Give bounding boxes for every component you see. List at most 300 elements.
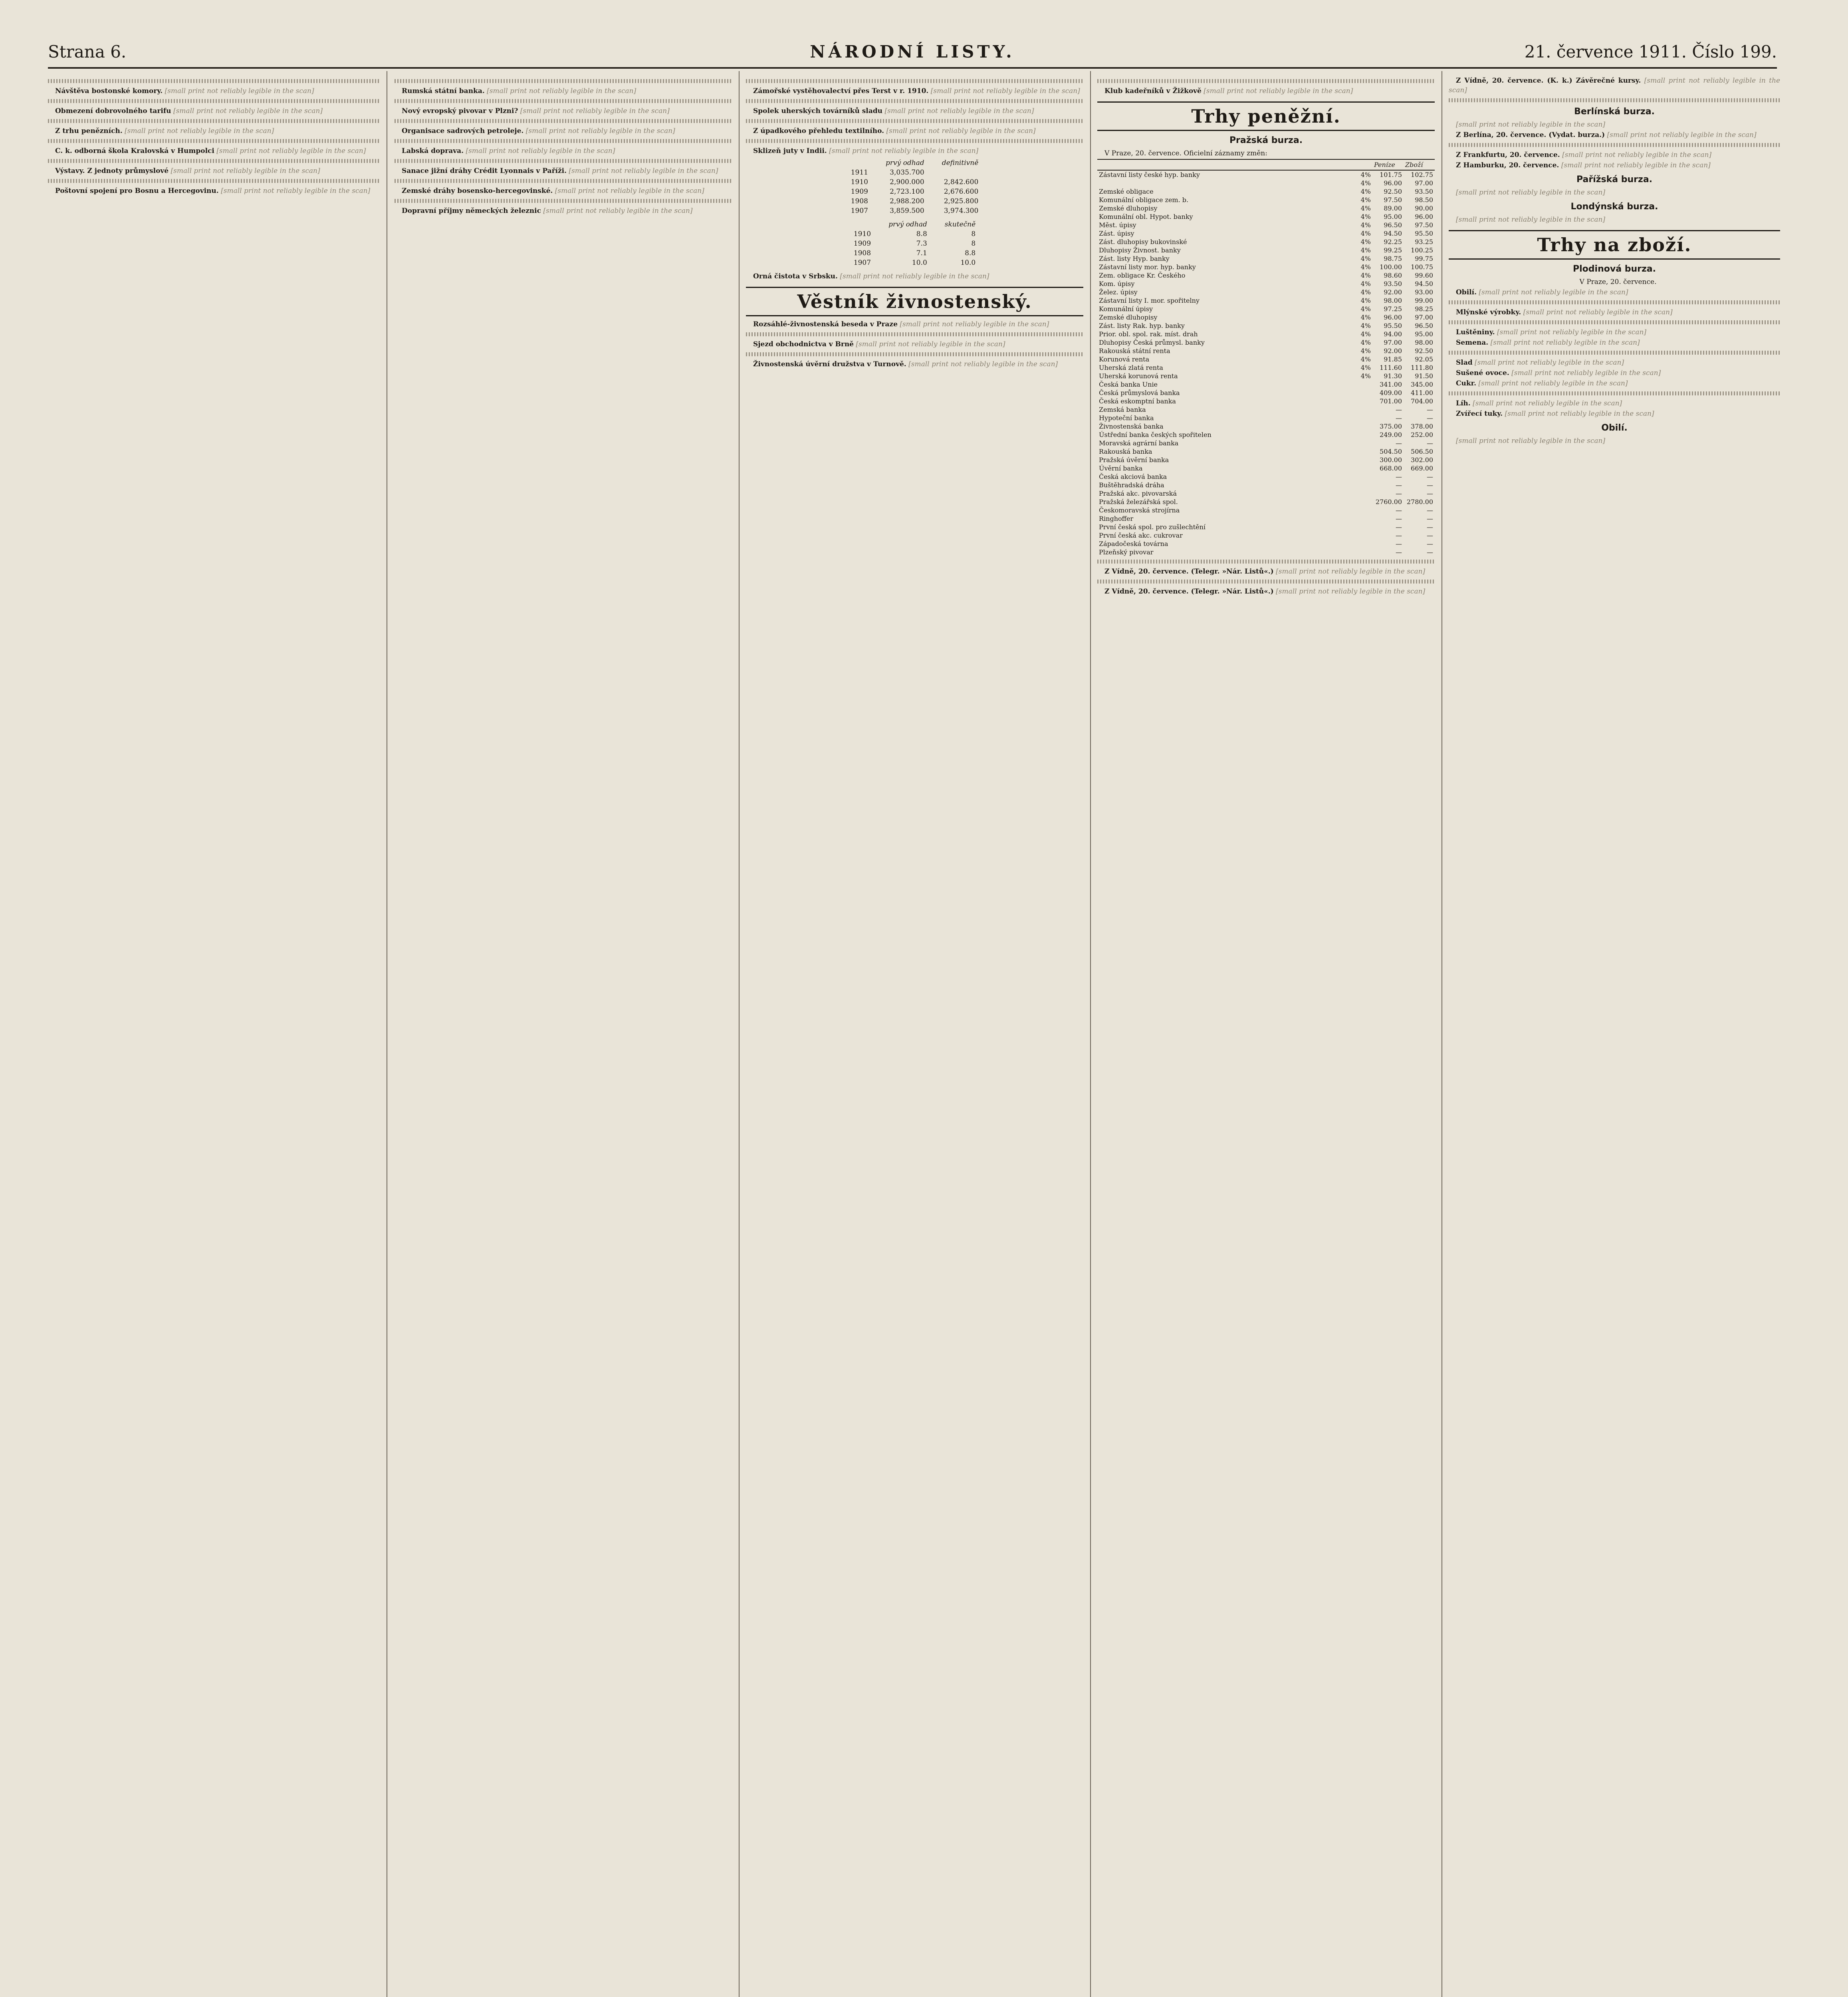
article <box>1449 328 1780 337</box>
table-cell: 2,842.600 <box>944 178 979 186</box>
table-cell: 2780.00 <box>1406 498 1433 506</box>
article-lead: Dopravní příjmy německých železnic <box>402 207 541 215</box>
table-cell: 95.00 <box>1415 330 1433 338</box>
article <box>48 126 379 136</box>
article <box>746 272 1083 281</box>
article <box>395 86 732 96</box>
table-cell: — <box>1427 532 1433 539</box>
table-cell: Ústřední banka českých spořitelen <box>1099 431 1212 439</box>
table-row <box>1097 322 1435 330</box>
article-lead: Z trhu penězních. <box>55 127 123 135</box>
article-lead: Obilí. <box>1456 288 1477 296</box>
table-row <box>1097 548 1435 556</box>
article <box>746 359 1083 369</box>
table-row <box>1097 498 1435 506</box>
table-cell: 3,859.500 <box>890 207 924 215</box>
table-cell: 93.00 <box>1415 288 1433 296</box>
article <box>395 186 732 196</box>
article <box>1449 215 1780 224</box>
table-row <box>1097 464 1435 472</box>
dateline: V Praze, 20. července. <box>1579 278 1657 286</box>
table-cell: 100.25 <box>1411 246 1433 254</box>
article-body: [small print not reliably legible in the scan] <box>1490 339 1640 347</box>
illegible-text-stub <box>1097 560 1435 564</box>
table-cell: 1910 <box>853 230 871 238</box>
illegible-text-stub <box>48 99 379 103</box>
table-cell <box>1348 389 1372 397</box>
table-row <box>1097 405 1435 414</box>
table-cell: Komunální obl. Hypot. banky <box>1099 213 1193 220</box>
table-row <box>1097 414 1435 422</box>
table-cell: 10.0 <box>912 259 927 267</box>
article-lead: Obmezení dobrovolného tarifu <box>55 107 171 115</box>
article-body: [small print not reliably legible in the scan] <box>829 147 979 155</box>
table-row <box>1097 204 1435 212</box>
article-body: [small print not reliably legible in the scan] <box>1505 410 1654 418</box>
article-lead: Luštěniny. <box>1456 328 1495 336</box>
table-row <box>1097 187 1435 196</box>
table-row <box>845 239 984 248</box>
table-row <box>842 177 987 187</box>
table-row <box>1097 447 1435 456</box>
table-cell: 92.05 <box>1415 355 1433 363</box>
table-cell: 4% <box>1360 314 1371 321</box>
dateline: V Praze, 20. července. Oficielní záznamy změn: <box>1104 149 1267 157</box>
table-cell: 8 <box>971 240 976 248</box>
article-body: [small print not reliably legible in the scan] <box>171 167 320 175</box>
table-cell: 701.00 <box>1380 397 1402 405</box>
table-cell: Česká akciová banka <box>1099 473 1167 480</box>
illegible-text-stub <box>746 79 1083 83</box>
table-row <box>1097 431 1435 439</box>
table-cell: Kom. úpisy <box>1099 280 1135 288</box>
jute-harvest-table <box>842 158 987 216</box>
table-cell: 99.60 <box>1415 272 1433 279</box>
table-cell: 93.50 <box>1384 280 1402 288</box>
column-4 <box>1097 76 1435 1997</box>
table-row <box>1097 531 1435 540</box>
table-cell: 2760.00 <box>1375 498 1402 506</box>
table-cell: — <box>1427 523 1433 531</box>
article-body: [small print not reliably legible in the scan] <box>525 127 675 135</box>
article <box>746 126 1083 136</box>
table-row <box>845 258 984 268</box>
article-body: [small print not reliably legible in the scan] <box>1276 588 1426 596</box>
article <box>1449 130 1780 140</box>
table-cell: 4% <box>1360 179 1371 187</box>
table-cell: Zem. obligace Kr. Českého <box>1099 272 1186 279</box>
article <box>746 146 1083 156</box>
table-cell: 94.50 <box>1384 230 1402 237</box>
table-cell: — <box>1427 473 1433 480</box>
table-cell: Želez. úpisy <box>1099 288 1138 296</box>
article-body: [small print not reliably legible in the scan] <box>466 147 615 155</box>
table-cell: 102.75 <box>1411 171 1433 179</box>
article-body: [small print not reliably legible in the scan] <box>1562 151 1712 159</box>
section-title-vestnik: Věstník živnostenský. <box>746 287 1083 316</box>
table-row <box>1097 263 1435 271</box>
article-body: [small print not reliably legible in the scan] <box>1478 379 1628 387</box>
table-cell: Zemská banka <box>1099 406 1146 413</box>
table-cell: — <box>1396 532 1402 539</box>
illegible-text-stub <box>1449 98 1780 102</box>
table-cell: Zástavní listy české hyp. banky <box>1099 171 1200 179</box>
article-body: [small print not reliably legible in the scan] <box>125 127 274 135</box>
table-row <box>1097 540 1435 548</box>
illegible-text-stub <box>746 99 1083 103</box>
article <box>395 126 732 136</box>
article <box>1097 86 1435 96</box>
illegible-text-stub <box>395 79 732 83</box>
table-cell: — <box>1427 506 1433 514</box>
table-cell: 92.50 <box>1415 347 1433 355</box>
table-cell: 506.50 <box>1411 448 1433 455</box>
table-cell: Moravská agrární banka <box>1099 439 1179 447</box>
table-cell: 1911 <box>851 169 868 177</box>
table-cell: Buštěhradská dráha <box>1099 481 1164 489</box>
illegible-text-stub <box>395 179 732 183</box>
article <box>395 166 732 176</box>
article-body: [small print not reliably legible in the scan] <box>221 187 371 195</box>
article-lead: Sklizeň juty v Indii. <box>753 147 827 155</box>
table-cell: Západočeská továrna <box>1099 540 1168 548</box>
table-row <box>1097 254 1435 263</box>
table-header-cell: prvý odhad <box>888 220 927 228</box>
table-cell: 4% <box>1360 230 1371 237</box>
table-header-cell: prvý odhad <box>885 159 924 167</box>
section-title-trhy-penezni: Trhy peněžní. <box>1097 101 1435 131</box>
table-cell: 97.25 <box>1384 305 1402 313</box>
table-cell: 4% <box>1360 221 1371 229</box>
table-cell: Komunální obligace zem. b. <box>1099 196 1189 204</box>
section-subtitle: Londýnská burza. <box>1570 202 1658 212</box>
illegible-text-stub <box>395 119 732 123</box>
jute-yield-table <box>845 220 984 268</box>
table-cell: 4% <box>1360 213 1371 220</box>
table-row <box>1097 363 1435 372</box>
table-cell <box>1348 464 1372 472</box>
article-lead: Zvířecí tuky. <box>1456 410 1503 418</box>
table-cell: — <box>1427 439 1433 447</box>
table-cell: 409.00 <box>1380 389 1402 397</box>
table-cell: Plzeňský pivovar <box>1099 548 1154 556</box>
table-cell: 4% <box>1360 171 1371 179</box>
table-cell: 411.00 <box>1411 389 1433 397</box>
article-body: [small print not reliably legible in the scan] <box>930 87 1080 95</box>
table-cell: 4% <box>1360 288 1371 296</box>
section-subtitle: Berlínská burza. <box>1574 107 1655 117</box>
table-cell <box>1348 422 1372 431</box>
table-cell <box>1097 179 1348 187</box>
table-cell: 97.50 <box>1415 221 1433 229</box>
illegible-text-stub <box>48 139 379 143</box>
column-3 <box>746 76 1083 1997</box>
table-row <box>1097 246 1435 254</box>
table-cell: 1908 <box>853 249 871 257</box>
table-cell: 91.50 <box>1415 372 1433 380</box>
table-cell: 98.75 <box>1384 255 1402 262</box>
table-row <box>1097 296 1435 305</box>
article-body: [small print not reliably legible in the scan] <box>856 340 1005 348</box>
illegible-text-stub <box>395 99 732 103</box>
table-cell: 96.00 <box>1384 179 1402 187</box>
article <box>746 320 1083 329</box>
table-cell: 97.00 <box>1415 314 1433 321</box>
article <box>1449 399 1780 408</box>
article <box>48 106 379 116</box>
table-cell: 4% <box>1360 272 1371 279</box>
article-lead: Orná čistota v Srbsku. <box>753 272 838 280</box>
table-header-cell: definitivně <box>942 159 979 167</box>
table-cell: 4% <box>1360 280 1371 288</box>
article <box>1449 76 1780 95</box>
table-row <box>1097 372 1435 380</box>
table-cell: Zást. úpisy <box>1099 230 1134 237</box>
illegible-text-stub <box>746 352 1083 356</box>
article <box>1097 587 1435 596</box>
table-cell: 111.80 <box>1411 364 1433 371</box>
table-cell: Hypoteční banka <box>1099 414 1154 422</box>
table-cell: 95.50 <box>1415 230 1433 237</box>
article-lead: Klub kadeřníků v Žižkově <box>1104 87 1202 95</box>
table-cell: 98.00 <box>1384 297 1402 304</box>
table-cell: 2,925.800 <box>944 197 979 205</box>
article-lead: Líh. <box>1456 399 1471 407</box>
article <box>1449 120 1780 129</box>
table-cell: Zást. dluhopisy bukovinské <box>1099 238 1187 246</box>
table-row <box>1097 229 1435 238</box>
article <box>395 206 732 216</box>
table-cell: 1909 <box>851 188 868 196</box>
article-lead: Rumská státní banka. <box>402 87 485 95</box>
article-body: [small print not reliably legible in the scan] <box>1276 568 1426 576</box>
article-lead: Mlýnské výrobky. <box>1456 308 1521 316</box>
table-cell: — <box>1396 540 1402 548</box>
section-title-trhy-zbozi: Trhy na zboží. <box>1449 230 1780 260</box>
article-body: [small print not reliably legible in the scan] <box>1475 359 1624 367</box>
exchange-table-body <box>1097 170 1435 556</box>
table-row <box>1097 422 1435 431</box>
table-cell: 94.50 <box>1415 280 1433 288</box>
table-cell: 97.50 <box>1384 196 1402 204</box>
table-cell: 4% <box>1360 204 1371 212</box>
table-cell: 2,988.200 <box>890 197 924 205</box>
table-cell: Zást. listy Rak. hyp. banky <box>1099 322 1185 330</box>
article-lead: Z Frankfurtu, 20. července. <box>1456 151 1560 159</box>
illegible-text-stub <box>746 119 1083 123</box>
table-cell: 1910 <box>851 178 868 186</box>
table-cell: 4% <box>1360 347 1371 355</box>
article <box>1449 368 1780 378</box>
illegible-text-stub <box>1449 143 1780 147</box>
table-row <box>1097 179 1435 187</box>
table-cell: Pražská akc. pivovarská <box>1099 490 1177 497</box>
article-lead: Výstavy. Z jednoty průmyslové <box>55 167 169 175</box>
table-cell: 4% <box>1360 196 1371 204</box>
table-cell: 98.60 <box>1384 272 1402 279</box>
table-cell: 704.00 <box>1411 397 1433 405</box>
table-row <box>1097 506 1435 514</box>
table-cell <box>1348 431 1372 439</box>
table-header-cell <box>1097 159 1348 170</box>
article <box>746 106 1083 116</box>
article <box>1097 567 1435 576</box>
table-cell: 90.00 <box>1415 204 1433 212</box>
table-cell: Rakouská banka <box>1099 448 1152 455</box>
article <box>48 86 379 96</box>
article <box>1449 338 1780 347</box>
table-cell: Zást. listy Hyp. banky <box>1099 255 1170 262</box>
column-rule <box>1090 71 1091 1997</box>
table-cell: 98.25 <box>1415 305 1433 313</box>
table-cell: 4% <box>1360 297 1371 304</box>
article-body: [small print not reliably legible in the scan] <box>216 147 366 155</box>
table-cell: 4% <box>1360 263 1371 271</box>
table-cell: Komunální úpisy <box>1099 305 1153 313</box>
table-row <box>842 197 987 206</box>
article-body: [small print not reliably legible in the scan] <box>900 320 1049 328</box>
table-cell: Zemské dluhopisy <box>1099 204 1158 212</box>
table-cell: 97.00 <box>1415 179 1433 187</box>
table-cell <box>1348 489 1372 498</box>
table-cell: 345.00 <box>1411 381 1433 388</box>
table-cell: Korunová renta <box>1099 355 1150 363</box>
table-cell: 96.00 <box>1384 314 1402 321</box>
article-lead: Spolek uherských továrníků sladu <box>753 107 883 115</box>
table-cell: První česká akc. cukrovar <box>1099 532 1183 539</box>
table-cell: 378.00 <box>1411 423 1433 430</box>
table-cell: Měst. úpisy <box>1099 221 1136 229</box>
table-cell <box>1348 405 1372 414</box>
table-row <box>1097 170 1435 179</box>
table-cell: Úvěrní banka <box>1099 465 1143 472</box>
article-lead: Z Vídně, 20. července. (K. k.) Závěrečné kursy. <box>1456 77 1641 85</box>
table-header-cell: skutečně <box>944 220 976 228</box>
article-lead: Z Hamburku, 20. července. <box>1456 161 1559 169</box>
article-body: [small print not reliably legible in the scan] <box>1456 216 1606 224</box>
table-header-cell <box>845 220 880 229</box>
table-cell: 252.00 <box>1411 431 1433 439</box>
article-body: [small print not reliably legible in the scan] <box>1456 189 1606 197</box>
table-cell: 91.85 <box>1384 355 1402 363</box>
article-lead: Z Vídně, 20. července. (Telegr. »Nár. Listů«.) <box>1104 568 1274 576</box>
article-lead: Sanace jižní dráhy Crédit Lyonnais v Paříži. <box>402 167 567 175</box>
table-cell: 341.00 <box>1380 381 1402 388</box>
illegible-text-stub <box>48 179 379 183</box>
illegible-text-stub <box>1449 391 1780 395</box>
table-cell <box>1348 397 1372 405</box>
table-cell <box>1348 439 1372 447</box>
table-cell <box>1348 481 1372 489</box>
article-body: [small print not reliably legible in the scan] <box>520 107 670 115</box>
table-row <box>1097 196 1435 204</box>
illegible-text-stub <box>746 332 1083 336</box>
illegible-text-stub <box>1449 351 1780 355</box>
article-lead: Návštěva bostonské komory. <box>55 87 163 95</box>
article-body: [small print not reliably legible in the scan] <box>1511 369 1661 377</box>
table-cell: Zástavní listy I. mor. spořitelny <box>1099 297 1200 304</box>
table-cell: 1908 <box>851 197 868 205</box>
table-cell: Česká eskomptní banka <box>1099 397 1176 405</box>
article <box>1449 288 1780 297</box>
table-cell: 93.25 <box>1415 238 1433 246</box>
article-lead: C. k. odborná škola Kralovská v Humpolci <box>55 147 214 155</box>
article-lead: Rozsáhlé-živnostenská beseda v Praze <box>753 320 898 328</box>
article <box>48 146 379 156</box>
table-cell: Prior. obl. spol. rak. míst. drah <box>1099 330 1198 338</box>
article-lead: Organisace sadrových petroleje. <box>402 127 524 135</box>
article <box>1449 358 1780 367</box>
table-cell: 95.50 <box>1384 322 1402 330</box>
table-cell <box>1348 514 1372 523</box>
table-cell: 669.00 <box>1411 465 1433 472</box>
table-cell: 2,723.100 <box>890 188 924 196</box>
table-cell: Česká průmyslová banka <box>1099 389 1180 397</box>
article-lead: Z Vídně, 20. července. (Telegr. »Nár. Listů«.) <box>1104 588 1274 596</box>
table-cell: 101.75 <box>1380 171 1402 179</box>
table-cell <box>1348 456 1372 464</box>
issue-date-number: 21. července 1911. Číslo 199. <box>1524 42 1777 62</box>
article-body: [small print not reliably legible in the scan] <box>165 87 314 95</box>
table-cell: 8.8 <box>916 230 927 238</box>
article <box>48 166 379 176</box>
table-cell: 92.25 <box>1384 238 1402 246</box>
table-cell: — <box>1396 523 1402 531</box>
table-cell: 2,900.000 <box>890 178 924 186</box>
table-cell: — <box>1427 481 1433 489</box>
illegible-text-stub <box>395 159 732 163</box>
table-header-cell <box>1348 159 1372 170</box>
table-row <box>1097 271 1435 280</box>
article <box>48 186 379 196</box>
table-cell: 504.50 <box>1380 448 1402 455</box>
column-2 <box>395 76 732 1997</box>
table-cell: — <box>1427 406 1433 413</box>
table-cell: Ringhoffer <box>1099 515 1134 522</box>
table-cell: 249.00 <box>1380 431 1402 439</box>
table-cell: Českomoravská strojírna <box>1099 506 1180 514</box>
table-cell: 4% <box>1360 255 1371 262</box>
illegible-text-stub <box>48 79 379 83</box>
table-row <box>1097 439 1435 447</box>
table-cell: 96.50 <box>1384 221 1402 229</box>
table-header-cell <box>842 158 877 168</box>
table-cell: Česká banka Unie <box>1099 381 1158 388</box>
table-cell: — <box>1396 515 1402 522</box>
table-cell: — <box>1396 406 1402 413</box>
article-body: [small print not reliably legible in the scan] <box>908 360 1058 368</box>
table-row <box>1097 280 1435 288</box>
table-cell: 4% <box>1360 305 1371 313</box>
illegible-text-stub <box>1097 79 1435 83</box>
article-body: [small print not reliably legible in the scan] <box>569 167 718 175</box>
article-body: [small print not reliably legible in the scan] <box>1607 131 1757 139</box>
table-cell: 8.8 <box>965 249 976 257</box>
illegible-text-stub <box>1449 300 1780 304</box>
table-row <box>1097 380 1435 389</box>
table-cell: 8 <box>971 230 976 238</box>
illegible-text-stub <box>1449 320 1780 324</box>
table-cell: 92.00 <box>1384 347 1402 355</box>
article <box>1449 308 1780 317</box>
article-lead: Cukr. <box>1456 379 1476 387</box>
table-cell: — <box>1427 515 1433 522</box>
table-cell: Uherská zlatá renta <box>1099 364 1163 371</box>
table-cell: Pražská úvěrní banka <box>1099 456 1169 464</box>
article-body: [small print not reliably legible in the scan] <box>1473 399 1622 407</box>
article-body: [small print not reliably legible in the scan] <box>1497 328 1647 336</box>
article-lead: Z Berlína, 20. července. (Vydat. burza.) <box>1456 131 1605 139</box>
